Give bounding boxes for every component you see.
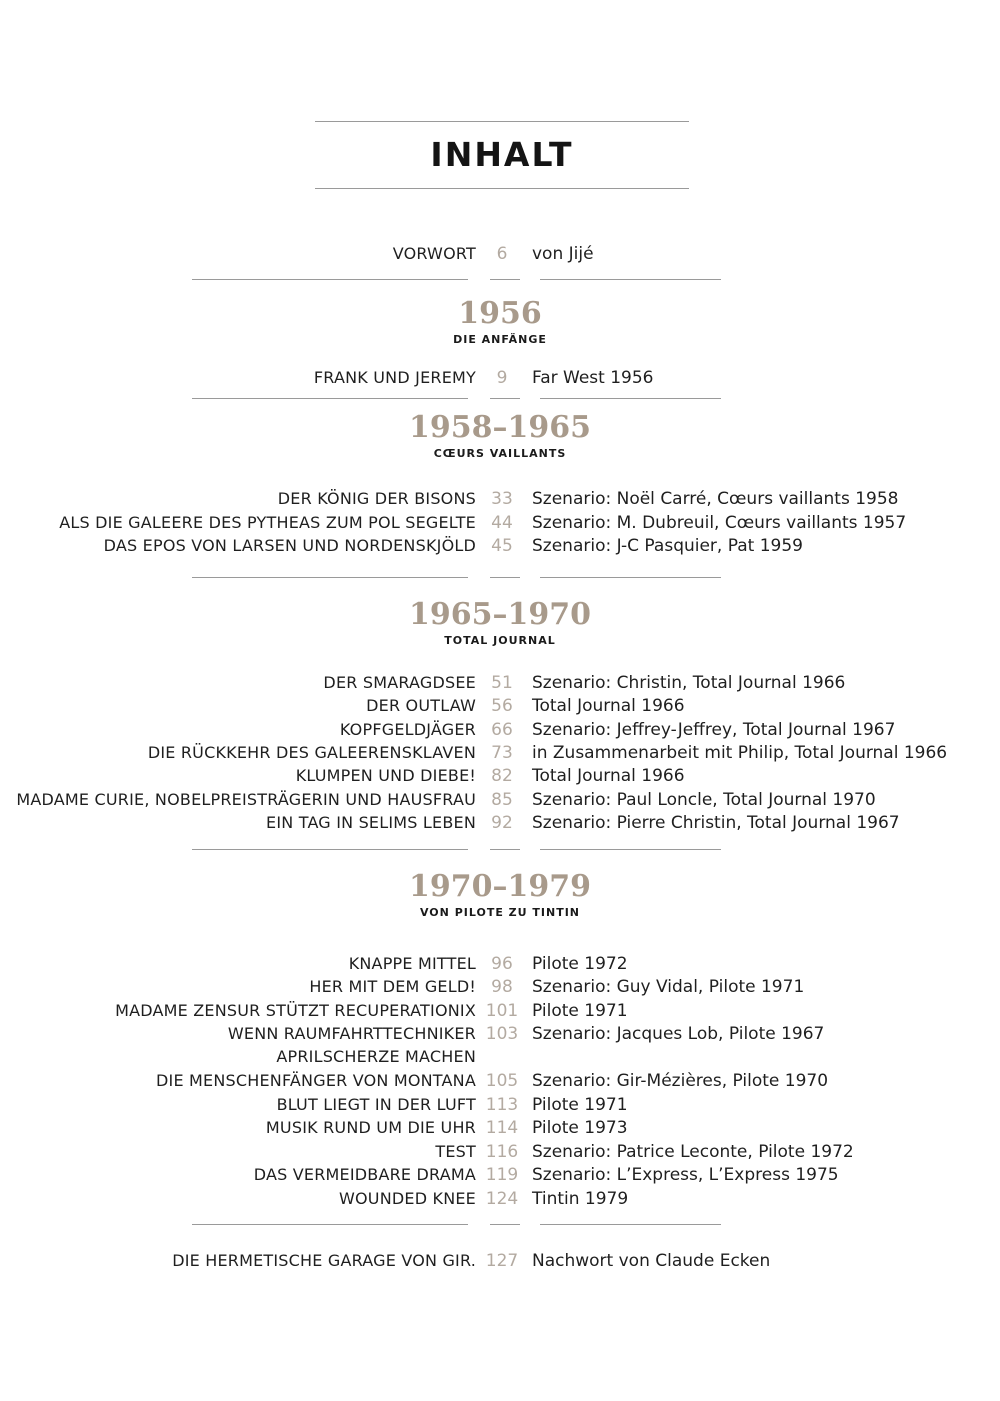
entry-title: KOPFGELDJÄGER	[339, 720, 476, 739]
toc-entry-afterword	[0, 1249, 1000, 1273]
entry-page: 96	[491, 954, 513, 974]
divider	[192, 279, 468, 280]
entry-note: Nachwort von Claude Ecken	[532, 1251, 771, 1271]
divider	[192, 577, 468, 578]
entry-title: DAS EPOS VON LARSEN UND NORDENSKJÖLD	[103, 536, 476, 555]
entry-title: DER KÖNIG DER BISONS	[277, 489, 476, 508]
entry-title: MUSIK RUND UM DIE UHR	[265, 1118, 476, 1137]
section-year: 1958–1965	[409, 410, 591, 445]
entry-title: HER MIT DEM GELD!	[309, 977, 476, 996]
divider	[540, 279, 721, 280]
entry-title-line2: APRILSCHERZE MACHEN	[276, 1047, 476, 1066]
toc-entry	[0, 1163, 1000, 1187]
entry-note: Szenario: Jeffrey-Jeffrey, Total Journal 1967	[532, 720, 896, 740]
entry-page: 82	[491, 766, 513, 786]
divider	[490, 1224, 520, 1225]
entry-note: von Jijé	[532, 244, 594, 264]
entry-note: Szenario: Pierre Christin, Total Journal 1967	[532, 813, 900, 833]
title-rule-top	[315, 121, 689, 122]
entry-page: 119	[485, 1165, 519, 1185]
entry-title: KNAPPE MITTEL	[348, 954, 476, 973]
divider	[540, 398, 721, 399]
entry-title: DIE RÜCKKEHR DES GALEERENSKLAVEN	[147, 743, 476, 762]
divider	[540, 1224, 721, 1225]
entry-title: VORWORT	[392, 244, 476, 263]
toc-entry	[0, 366, 1000, 390]
divider	[490, 577, 520, 578]
section-year: 1965–1970	[409, 597, 591, 632]
toc-entry-continuation	[0, 1045, 1000, 1069]
entry-title: DIE MENSCHENFÄNGER VON MONTANA	[156, 1071, 476, 1090]
entry-page: 127	[485, 1251, 519, 1271]
entry-page: 44	[491, 513, 513, 533]
entry-note: Pilote 1971	[532, 1001, 628, 1021]
section-subtitle: VON PILOTE ZU TINTIN	[419, 906, 581, 919]
entry-note: Szenario: Noël Carré, Cœurs vaillants 1958	[532, 489, 899, 509]
entry-note: Total Journal 1966	[532, 696, 685, 716]
entry-title: WOUNDED KNEE	[338, 1189, 476, 1208]
section-subtitle: CŒURS VAILLANTS	[433, 447, 567, 460]
toc-entry	[0, 1022, 1000, 1046]
divider	[490, 398, 520, 399]
toc-entry	[0, 811, 1000, 835]
section-year: 1970–1979	[409, 869, 591, 904]
entry-note: Szenario: L’Express, L’Express 1975	[532, 1165, 839, 1185]
entry-page: 45	[491, 536, 513, 556]
toc-entry	[0, 999, 1000, 1023]
entry-title: MADAME ZENSUR STÜTZT RECUPERATIONIX	[115, 1001, 476, 1020]
entry-page: 103	[485, 1024, 519, 1044]
entry-note: Pilote 1973	[532, 1118, 628, 1138]
entry-page: 101	[485, 1001, 519, 1021]
entry-note: Tintin 1979	[532, 1189, 629, 1209]
section-subtitle: TOTAL JOURNAL	[444, 634, 556, 647]
entry-page: 92	[491, 813, 513, 833]
toc-entry	[0, 1116, 1000, 1140]
divider	[192, 1224, 468, 1225]
entry-title: BLUT LIEGT IN DER LUFT	[276, 1095, 476, 1114]
toc-entry	[0, 788, 1000, 812]
entry-page: 73	[491, 743, 513, 763]
toc-entry	[0, 718, 1000, 742]
entry-note: Szenario: J-C Pasquier, Pat 1959	[532, 536, 803, 556]
entry-page: 9	[496, 368, 508, 388]
entry-note: Szenario: Gir-Mézières, Pilote 1970	[532, 1071, 829, 1091]
entry-page: 105	[485, 1071, 519, 1091]
entry-page: 98	[491, 977, 513, 997]
section-year: 1956	[458, 296, 542, 331]
toc-entry	[0, 1069, 1000, 1093]
divider	[540, 849, 721, 850]
toc-entry	[0, 1140, 1000, 1164]
entry-title: TEST	[435, 1142, 476, 1161]
toc-entry	[0, 1093, 1000, 1117]
toc-entry	[0, 764, 1000, 788]
toc-entry	[0, 671, 1000, 695]
entry-title: DER OUTLAW	[366, 696, 476, 715]
entry-page: 85	[491, 790, 513, 810]
toc-entry	[0, 534, 1000, 558]
entry-title: WENN RAUMFAHRTTECHNIKER	[227, 1024, 476, 1043]
divider	[490, 279, 520, 280]
entry-note: in Zusammenarbeit mit Philip, Total Journal 1966	[532, 743, 948, 763]
entry-title: DER SMARAGDSEE	[323, 673, 476, 692]
entry-title: EIN TAG IN SELIMS LEBEN	[266, 813, 476, 832]
entry-note: Szenario: M. Dubreuil, Cœurs vaillants 1957	[532, 513, 907, 533]
entry-page: 6	[496, 244, 508, 264]
title-rule-bottom	[315, 188, 689, 189]
toc-entry	[0, 694, 1000, 718]
entry-note: Szenario: Patrice Leconte, Pilote 1972	[532, 1142, 854, 1162]
entry-note: Pilote 1971	[532, 1095, 628, 1115]
entry-page: 113	[485, 1095, 519, 1115]
divider	[192, 849, 468, 850]
page-title: INHALT	[430, 135, 574, 174]
entry-note: Szenario: Paul Loncle, Total Journal 1970	[532, 790, 876, 810]
section-subtitle: DIE ANFÄNGE	[453, 333, 547, 346]
divider	[192, 398, 468, 399]
entry-title: DIE HERMETISCHE GARAGE VON GIR.	[172, 1251, 476, 1270]
entry-title: DAS VERMEIDBARE DRAMA	[253, 1165, 476, 1184]
divider	[490, 849, 520, 850]
entry-page: 33	[491, 489, 513, 509]
entry-note: Pilote 1972	[532, 954, 628, 974]
toc-entry	[0, 741, 1000, 765]
entry-note: Szenario: Jacques Lob, Pilote 1967	[532, 1024, 825, 1044]
entry-title: KLUMPEN UND DIEBE!	[295, 766, 476, 785]
toc-entry	[0, 975, 1000, 999]
entry-note: Far West 1956	[532, 368, 654, 388]
entry-note: Szenario: Christin, Total Journal 1966	[532, 673, 846, 693]
entry-page: 116	[485, 1142, 519, 1162]
toc-entry-preface	[0, 242, 1000, 266]
toc-entry	[0, 1187, 1000, 1211]
entry-title: MADAME CURIE, NOBELPREISTRÄGERIN UND HAUSFRAU	[16, 790, 476, 809]
toc-entry	[0, 487, 1000, 511]
entry-page: 51	[491, 673, 513, 693]
toc-entry	[0, 952, 1000, 976]
entry-title: ALS DIE GALEERE DES PYTHEAS ZUM POL SEGELTE	[59, 513, 476, 532]
toc-entry	[0, 511, 1000, 535]
entry-note: Total Journal 1966	[532, 766, 685, 786]
entry-page: 66	[491, 720, 513, 740]
entry-page: 56	[491, 696, 513, 716]
divider	[540, 577, 721, 578]
entry-title: FRANK UND JEREMY	[313, 368, 476, 387]
entry-note: Szenario: Guy Vidal, Pilote 1971	[532, 977, 805, 997]
entry-page: 124	[485, 1189, 519, 1209]
entry-page: 114	[485, 1118, 519, 1138]
